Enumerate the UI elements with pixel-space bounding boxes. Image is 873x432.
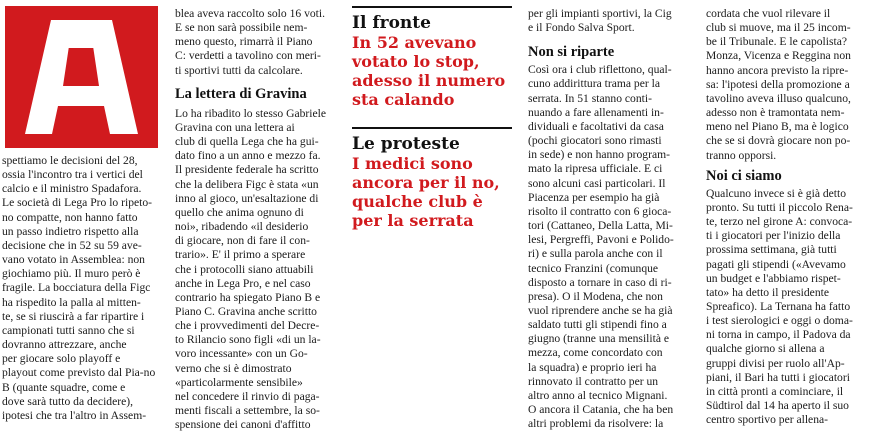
text-line: verno che si è dimostrato — [175, 361, 292, 375]
text-line: in sede) e non hanno program- — [528, 148, 670, 162]
pullquote-fronte — [352, 14, 512, 109]
text-line: altri problemi da risolvere: la — [528, 417, 664, 431]
text-line: ti i giocatori per l'inizio della — [706, 229, 841, 243]
text-line: spensione dei canoni d'affitto — [175, 418, 311, 432]
text-line: altro anno al tecnico Mignani. — [528, 388, 668, 402]
text-line: cordata che vuol rilevare il — [706, 7, 831, 20]
rule-middle — [352, 127, 512, 129]
text-line: risolto il contratto con 6 gioca- — [528, 204, 672, 218]
text-line: Piacenza per esempio ha già — [528, 190, 660, 204]
text-line: inno al gioco, un'esaltazione di — [175, 191, 319, 205]
text-line: club di quella Lega che ha gui- — [175, 135, 319, 149]
text-line: pronto. Su tutti il piccolo Rena- — [706, 200, 853, 214]
column-2 — [175, 0, 337, 432]
text-line: Gravina con una lettera ai — [175, 120, 295, 134]
text-line: te, terzo nel girone A: convoca- — [706, 215, 853, 229]
text-line: Monza, Vicenza e Reggina non — [706, 49, 851, 63]
text-line: ha rispedito la palla al mitten- — [2, 295, 141, 309]
text-line: Le società di Lega Pro lo ripeto- — [2, 196, 153, 210]
subhead-noi-ci-siamo: Noi ci siamo — [706, 167, 782, 184]
text-line: qualche giorno si allena a — [706, 342, 825, 356]
text-line: un passo indietro rispetto alla — [2, 224, 139, 238]
text-line: in città pronti a cominciare, il — [706, 384, 844, 398]
letter-a-icon — [5, 6, 158, 148]
text-line: giugno (tranne una mensilità e — [528, 332, 670, 346]
text-line: voro incessante» con un Go- — [175, 347, 308, 361]
text-line: che se si dovrà giocare non po- — [706, 134, 851, 148]
text-line: sono alcuni casi particolari. Il — [528, 176, 666, 190]
text-line: to Rilancio sono figli «di un la- — [175, 333, 321, 347]
text-line: club si muove, ma il 25 incom- — [706, 21, 851, 35]
text-line: blea aveva raccolto solo 16 voti. — [175, 7, 326, 20]
text-line: dove sarà tutto da decidere), — [2, 394, 134, 408]
text-line: piani, il Bari ha tutti i giocatori — [706, 370, 850, 384]
text-line: C: verdetti a tavolino con meri- — [175, 49, 321, 63]
text-line: centro sportivo per allena- — [706, 413, 829, 427]
text-line: rinnovato il contratto per un — [528, 374, 659, 388]
text-line: saldato tutti gli stipendi fino a — [528, 318, 667, 332]
pullquote-proteste — [352, 135, 512, 230]
text-line: E se non sarà possibile nem- — [175, 21, 308, 35]
text-line: anche in Lega Pro, e nel caso — [175, 276, 311, 290]
text-line: giochiamo più. Il muro però è — [2, 267, 141, 281]
text-line: che la delibera Figc è stata «un — [175, 177, 319, 191]
text-line: B (quante squadre, come e — [2, 380, 126, 394]
text-line: per gli impianti sportivi, la Cig — [528, 7, 672, 20]
text-line: ri) e sulla parola anche con il — [528, 247, 663, 261]
text-line: Spreafico). La Ternana ha fatto — [706, 299, 851, 313]
text-line: cuno addirittura trama per la — [528, 77, 660, 91]
text-line: vuol riprendere anche se ha già — [528, 303, 673, 317]
text-line: prossima settimana, già tutti — [706, 243, 837, 257]
text-line: meno questo, rimarrà il Piano — [175, 35, 313, 49]
text-line: spettiamo le decisioni del 28, — [2, 154, 138, 167]
col4-body — [528, 63, 691, 431]
headline-fronte: In 52 avevano votato lo stop, adesso il numero sta calando — [352, 33, 506, 109]
text-line: fragile. La bocciatura della Figc — [2, 281, 151, 295]
column-1 — [0, 0, 163, 422]
text-line: (pochi giocatori sono rimasti — [528, 134, 662, 148]
text-line: ossia l'incontro tra i vertici del — [2, 168, 143, 182]
text-line: dato fino a un anno e mezzo fa. — [175, 149, 321, 163]
text-line: trario». E' il primo a sperare — [175, 248, 306, 262]
text-line: hanno ancora previsto la ripre- — [706, 63, 849, 77]
col2-body — [175, 107, 337, 432]
text-line: ipotesi che tra l'altro in Assem- — [2, 408, 147, 422]
text-line: disposto a tornare in caso di ri- — [528, 275, 672, 289]
text-line: Piano C. Gravina anche scritto — [175, 304, 317, 318]
text-line: be il Tribunale. E le capolista? — [706, 35, 848, 49]
text-line: no compatte, non hanno fatto — [2, 210, 138, 224]
text-line: noi», ribadendo «il desiderio — [175, 220, 309, 234]
text-line: tavolino aveva illuso qualcuno, — [706, 91, 851, 105]
text-line: per giocare solo playoff e — [2, 352, 121, 366]
kicker-proteste: Le proteste — [352, 134, 460, 154]
text-line: Lo ha ribadito lo stesso Gabriele — [175, 106, 327, 120]
text-line: presa). O il Modena, che non — [528, 289, 663, 303]
col2-intro — [175, 7, 337, 78]
text-line: mezza, come concordato con — [528, 346, 663, 360]
logo-red-box — [5, 6, 158, 148]
text-line: campionati tutti sanno che si — [2, 323, 135, 337]
text-line: i test sierologici e oggi o doma- — [706, 314, 853, 328]
text-line: nuando a fare allenamenti in- — [528, 105, 664, 119]
text-line: un budget e l'abbiamo rispet- — [706, 271, 841, 285]
col4-intro — [528, 7, 691, 35]
column-4 — [528, 0, 691, 431]
col5-body — [706, 187, 873, 428]
text-line: playout come previsto dal Pia-no — [2, 366, 156, 380]
subhead-non-si-riparte: Non si riparte — [528, 44, 615, 61]
text-line: Il presidente federale ha scritto — [175, 163, 319, 177]
text-line: Qualcuno invece si è già detto — [706, 186, 847, 200]
text-line: tecnico Franzini (comunque — [528, 261, 659, 275]
text-line: dividuali e facoltativi da casa — [528, 119, 664, 133]
text-line: quello che anima ognuno di — [175, 205, 304, 219]
text-line: contrario ha spiegato Piano B e — [175, 290, 321, 304]
col1-body — [2, 154, 163, 423]
text-line: lesi, Pergreffi, Pavoni e Polido- — [528, 233, 674, 247]
text-line: dovranno attrezzare, anche — [2, 338, 127, 352]
section-logo — [0, 0, 163, 150]
text-line: che i protocolli siano attuabili — [175, 262, 314, 276]
text-line: calcio e il ministro Spadafora. — [2, 182, 142, 196]
text-line: O ancora il Catania, che ha ben — [528, 403, 674, 417]
text-line: pagati gli stipendi («Avevamo — [706, 257, 846, 271]
column-3 — [352, 0, 512, 409]
text-line: Così ora i club riflettono, qual- — [528, 63, 672, 77]
text-line: ni torna in campo, il Padova da — [706, 328, 851, 342]
text-line: ti sportivi tutti da calcolare. — [175, 63, 303, 77]
text-line: adesso non è tramontata nem- — [706, 106, 845, 120]
text-line: gruppi divisi per ruolo all'Ap- — [706, 356, 845, 370]
text-line: che i provvedimenti del Decre- — [175, 319, 320, 333]
text-line: te, se si riuscirà a far ripartire i — [2, 309, 145, 323]
text-line: e il Fondo Salva Sport. — [528, 21, 635, 35]
text-line: tato» ha detto il presidente — [706, 285, 829, 299]
column-5 — [706, 0, 873, 427]
text-line: serrata. In 51 stanno conti- — [528, 91, 652, 105]
rule-top — [352, 6, 512, 8]
kicker-fronte: Il fronte — [352, 13, 431, 33]
col5-intro — [706, 7, 873, 163]
text-line: meno nel Piano B, ma è logico — [706, 120, 849, 134]
text-line: di giocare, non di fare il con- — [175, 234, 310, 248]
text-line: mato la ripresa ufficiale. E ci — [528, 162, 663, 176]
headline-proteste: I medici sono ancora per il no, qualche club è per la serrata — [352, 154, 500, 230]
text-line: tori (Cattaneo, Della Latta, Mi- — [528, 219, 673, 233]
text-line: Südtirol dal 14 ha aperto il suo — [706, 399, 849, 413]
text-line: vano votato in Assemblea: non — [2, 253, 145, 267]
text-line: «particolarmente sensibile» — [175, 375, 303, 389]
text-line: nel concedere il rinvio di paga- — [175, 389, 320, 403]
text-line: decisione che in 52 su 59 ave- — [2, 238, 142, 252]
text-line: sa: l'ipotesi della promozione a — [706, 77, 850, 91]
text-line: tranno opporsi. — [706, 148, 777, 162]
text-line: menti fiscali a settembre, la so- — [175, 404, 320, 418]
subhead-lettera: La lettera di Gravina — [175, 85, 307, 102]
text-line: la squadra) e proprio ieri ha — [528, 360, 657, 374]
